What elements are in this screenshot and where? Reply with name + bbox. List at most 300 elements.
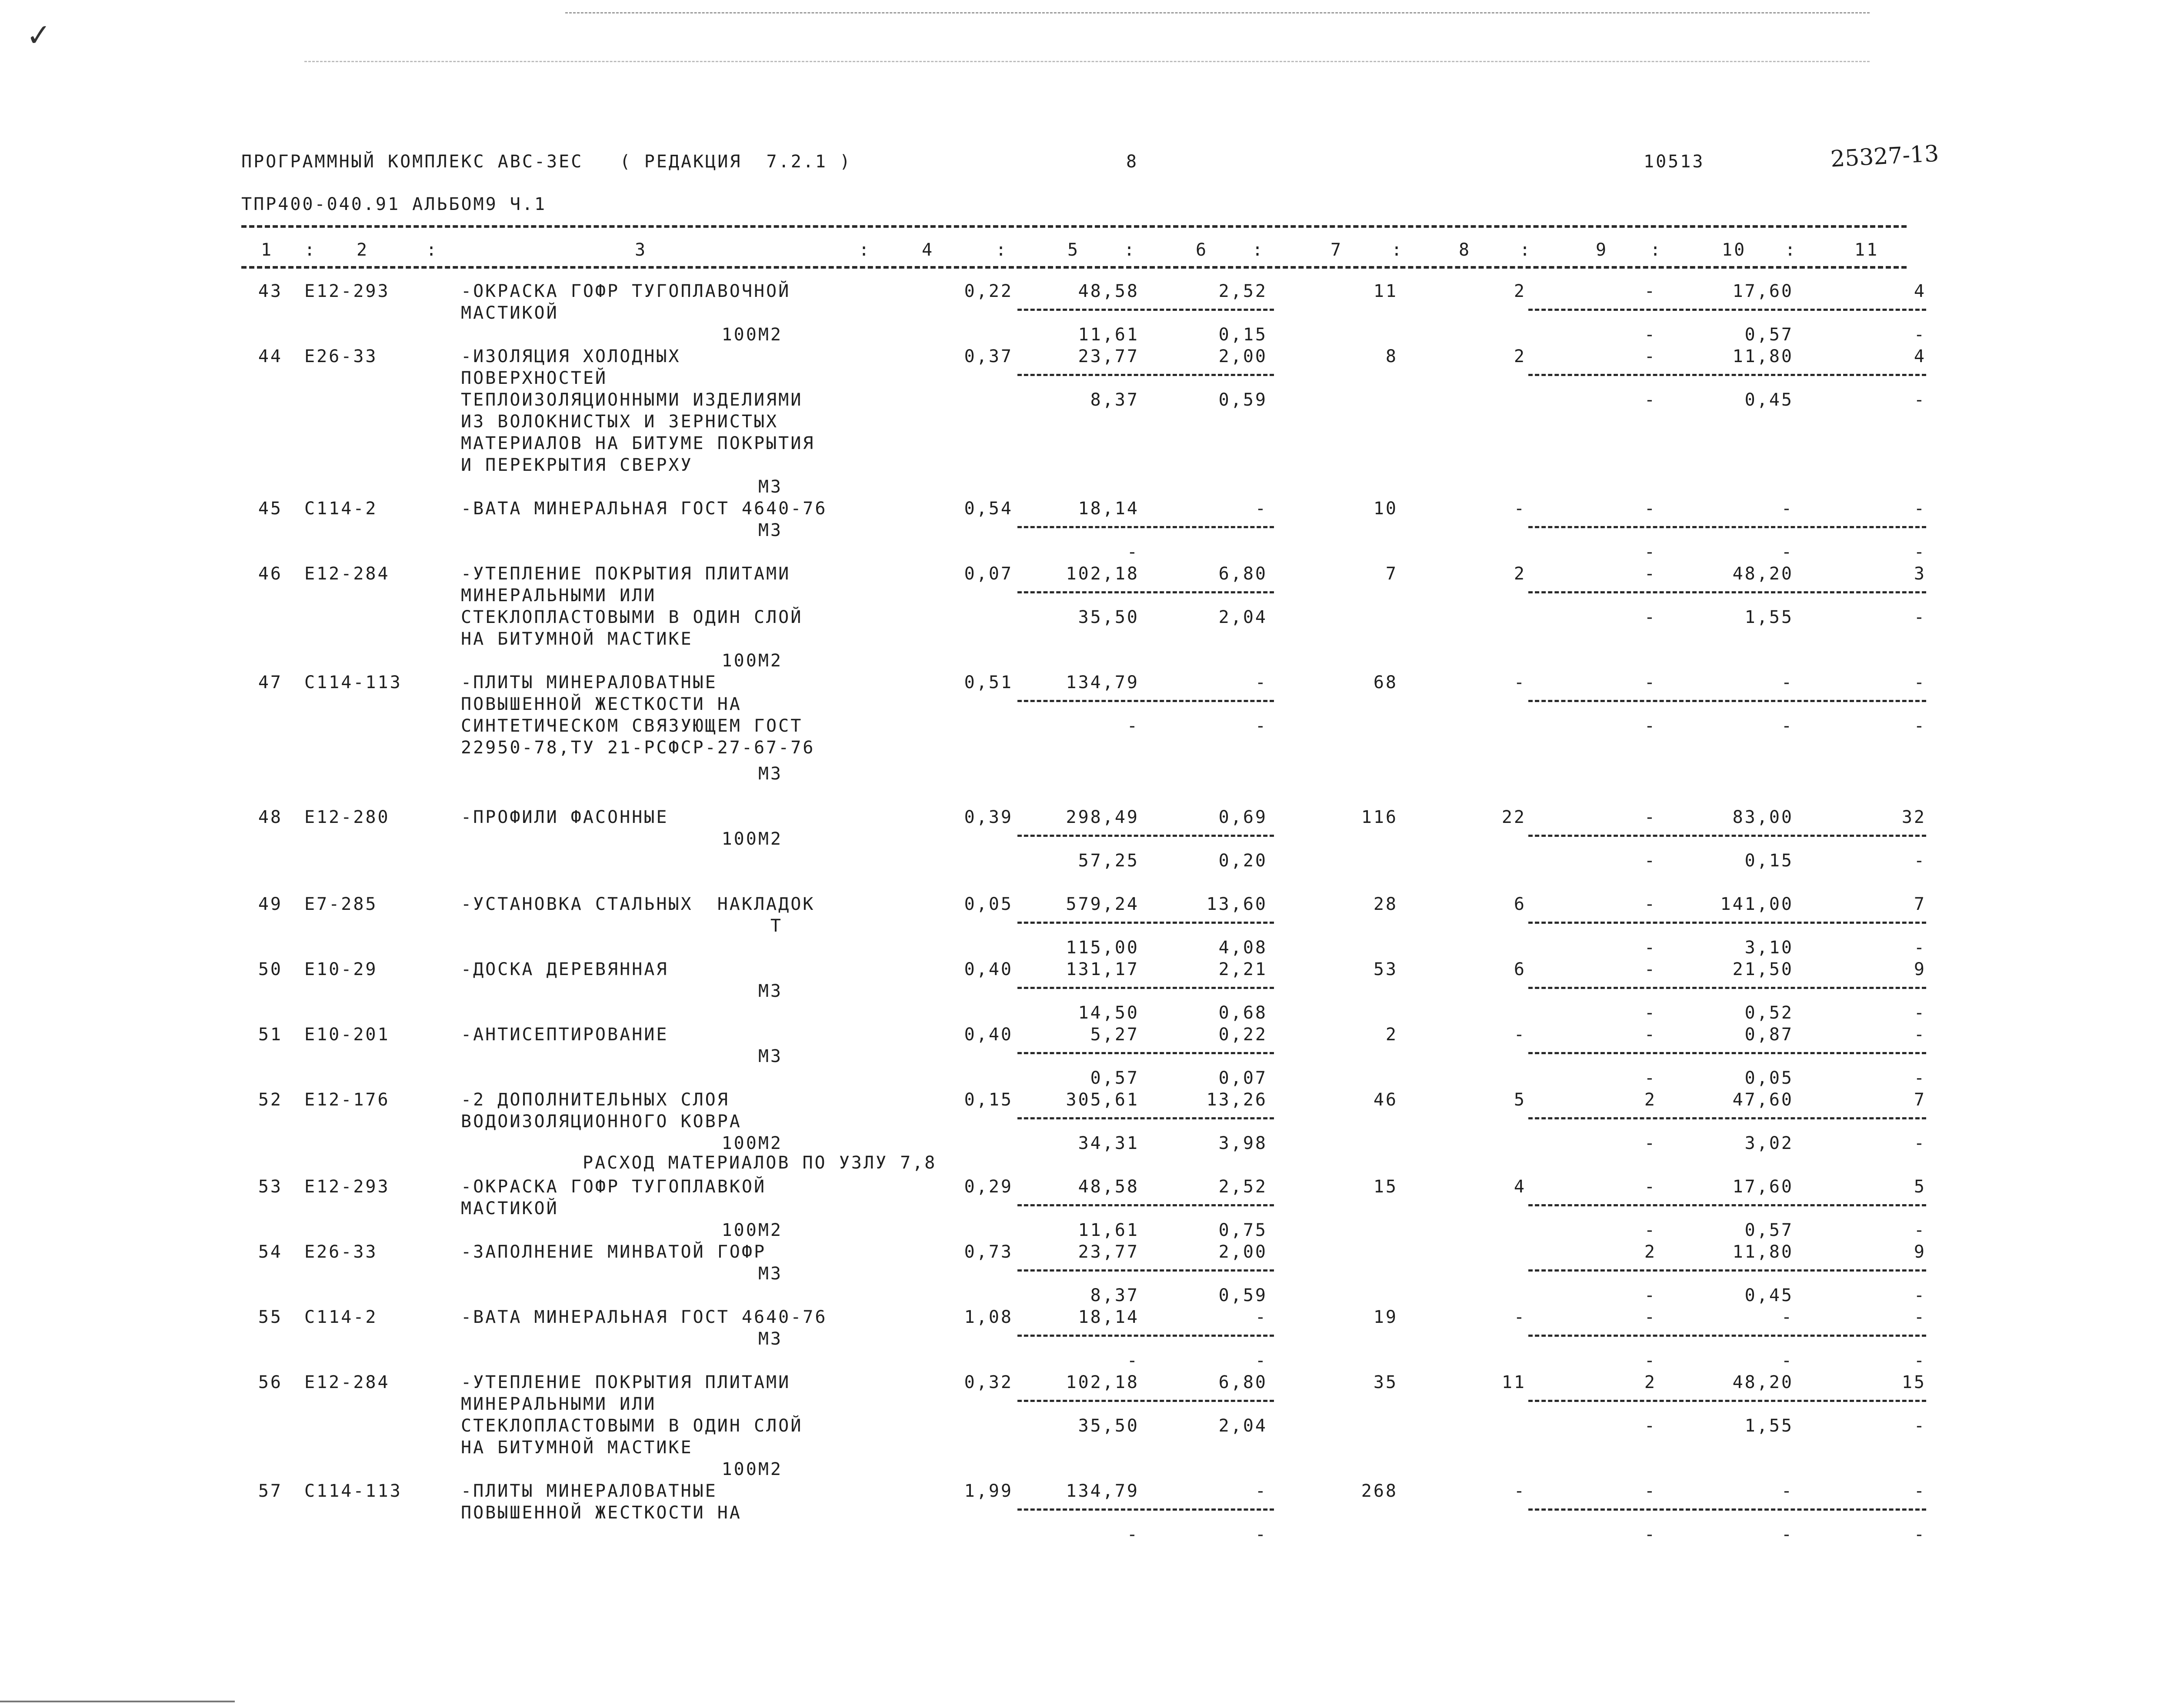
row-description-line: СТЕКЛОПЛАСТОВЫМИ В ОДИН СЛОЙ	[461, 1416, 803, 1436]
row-col4: 0,22	[964, 281, 1013, 301]
row-code: Е12-176	[304, 1090, 390, 1110]
row-col10-sub: 0,45	[1744, 390, 1794, 410]
subtotal-rule	[1017, 1117, 1274, 1119]
row-col10: 48,20	[1732, 564, 1794, 584]
row-col6-total: 6,80	[1218, 564, 1267, 584]
row-col10: 17,60	[1732, 1177, 1794, 1197]
row-col6-sub: 2,04	[1218, 1416, 1267, 1436]
row-col9: -	[1644, 346, 1657, 366]
row-col9-sub: -	[1644, 1351, 1657, 1371]
column-header: 11	[1854, 240, 1879, 260]
row-col9-sub: -	[1644, 542, 1657, 562]
row-col11-sub: -	[1914, 1003, 1926, 1023]
row-code: Е10-201	[304, 1025, 390, 1045]
row-col6-total: -	[1255, 499, 1267, 519]
row-unit: М3	[758, 1329, 783, 1349]
row-col9-sub: -	[1644, 607, 1657, 627]
row-col9: -	[1644, 1307, 1657, 1327]
row-col4: 0,54	[964, 499, 1013, 519]
subtotal-rule	[1528, 309, 1926, 311]
column-header: 6	[1196, 240, 1208, 260]
row-col6-sub: 4,08	[1218, 938, 1267, 958]
subtotal-rule	[1017, 591, 1274, 593]
row-col7: 268	[1361, 1481, 1398, 1501]
row-col5-total: 23,77	[1078, 346, 1139, 366]
row-col5-sub: -	[1127, 1525, 1139, 1545]
row-description-line: -УТЕПЛЕНИЕ ПОКРЫТИЯ ПЛИТАМИ	[461, 1372, 791, 1392]
subtotal-rule	[1017, 835, 1274, 837]
row-col5-total: 134,79	[1066, 673, 1139, 693]
row-col7: 2	[1385, 1025, 1398, 1045]
row-col11-sub: -	[1914, 1351, 1926, 1371]
row-col8: 4	[1514, 1177, 1526, 1197]
subtotal-rule	[1528, 526, 1926, 528]
row-col10-sub: -	[1781, 716, 1794, 736]
row-col9: -	[1644, 1481, 1657, 1501]
row-code: Е12-284	[304, 1372, 390, 1392]
row-number: 54	[258, 1242, 283, 1262]
row-col10: -	[1781, 1481, 1794, 1501]
row-col4: 0,05	[964, 894, 1013, 914]
row-col5-sub: 8,37	[1090, 1285, 1139, 1305]
row-col11-sub: -	[1914, 542, 1926, 562]
subtotal-rule	[1528, 922, 1926, 924]
row-col7: 46	[1373, 1090, 1398, 1110]
row-col4: 0,32	[964, 1372, 1013, 1392]
row-code: Е10-29	[304, 959, 378, 979]
row-col5-total: 23,77	[1078, 1242, 1139, 1262]
row-col7: 15	[1373, 1177, 1398, 1197]
row-description-line: -АНТИСЕПТИРОВАНИЕ	[461, 1025, 669, 1045]
row-description-line: -ДОСКА ДЕРЕВЯННАЯ	[461, 959, 669, 979]
row-col5-total: 102,18	[1066, 564, 1139, 584]
row-code: С114-2	[304, 499, 378, 519]
row-col6-total: 2,21	[1218, 959, 1267, 979]
row-col6-total: 2,52	[1218, 1177, 1267, 1197]
row-description-line: МАСТИКОЙ	[461, 1199, 559, 1219]
row-col9: -	[1644, 1025, 1657, 1045]
row-col11-sub: -	[1914, 390, 1926, 410]
row-col11: -	[1914, 1025, 1926, 1045]
row-col5-total: 102,18	[1066, 1372, 1139, 1392]
row-col4: 0,40	[964, 1025, 1013, 1045]
row-col5-sub: 0,57	[1090, 1068, 1139, 1088]
subtotal-rule	[1017, 700, 1274, 702]
subtotal-rule	[1017, 374, 1274, 376]
page-number: 8	[1126, 152, 1139, 172]
row-description-line: -ИЗОЛЯЦИЯ ХОЛОДНЫХ	[461, 346, 681, 366]
row-unit: 100М2	[721, 1459, 783, 1479]
row-col9-sub: -	[1644, 851, 1657, 871]
subtotal-rule	[1017, 1508, 1274, 1511]
row-col9: -	[1644, 807, 1657, 827]
row-col4: 0,07	[964, 564, 1013, 584]
row-col9: -	[1644, 959, 1657, 979]
subtotal-rule	[1017, 1400, 1274, 1402]
row-col11: -	[1914, 1307, 1926, 1327]
row-col11-sub: -	[1914, 716, 1926, 736]
row-col9: -	[1644, 499, 1657, 519]
row-col5-sub: -	[1127, 542, 1139, 562]
row-col11-sub: -	[1914, 1416, 1926, 1436]
row-code: Е12-293	[304, 281, 390, 301]
row-col8: 2	[1514, 564, 1526, 584]
row-col9-sub: -	[1644, 1068, 1657, 1088]
column-separator: :	[1252, 240, 1265, 260]
row-description-line: -ПРОФИЛИ ФАСОННЫЕ	[461, 807, 669, 827]
scan-artifact-line	[565, 12, 1870, 13]
row-number: 45	[258, 499, 283, 519]
column-separator: :	[1391, 240, 1404, 260]
row-col5-sub: 11,61	[1078, 1220, 1139, 1240]
row-col5-sub: 35,50	[1078, 1416, 1139, 1436]
row-col7: 11	[1373, 281, 1398, 301]
row-description-line: -ЗАПОЛНЕНИЕ МИНВАТОЙ ГОФР	[461, 1242, 767, 1262]
row-col5-sub: -	[1127, 1351, 1139, 1371]
subtotal-rule	[1017, 309, 1274, 311]
row-col10: 21,50	[1732, 959, 1794, 979]
row-number: 52	[258, 1090, 283, 1110]
row-col8: 6	[1514, 894, 1526, 914]
row-col4: 0,73	[964, 1242, 1013, 1262]
row-col9-sub: -	[1644, 1003, 1657, 1023]
column-header: 4	[922, 240, 934, 260]
subtotal-rule	[1528, 835, 1926, 837]
subtotal-rule	[1017, 1269, 1274, 1272]
row-description-line: -УТЕПЛЕНИЕ ПОКРЫТИЯ ПЛИТАМИ	[461, 564, 791, 584]
column-separator: :	[996, 240, 1008, 260]
row-col9: -	[1644, 673, 1657, 693]
row-col4: 1,08	[964, 1307, 1013, 1327]
row-col6-sub: 0,68	[1218, 1003, 1267, 1023]
row-col4: 0,40	[964, 959, 1013, 979]
row-number: 51	[258, 1025, 283, 1045]
row-col6-sub: 0,75	[1218, 1220, 1267, 1240]
column-header: 10	[1722, 240, 1747, 260]
row-col8: 5	[1514, 1090, 1526, 1110]
row-col5-sub: 34,31	[1078, 1133, 1139, 1153]
row-description-line: -ОКРАСКА ГОФР ТУГОПЛАВКОЙ	[461, 1177, 767, 1197]
row-code: Е12-284	[304, 564, 390, 584]
row-col6-total: 0,69	[1218, 807, 1267, 827]
row-col11-sub: -	[1914, 607, 1926, 627]
row-unit: М3	[758, 520, 783, 540]
row-col11-sub: -	[1914, 325, 1926, 345]
column-header: 5	[1067, 240, 1080, 260]
row-col7: 68	[1373, 673, 1398, 693]
row-col11-sub: -	[1914, 851, 1926, 871]
row-col7: 7	[1385, 564, 1398, 584]
row-col10: 0,87	[1744, 1025, 1794, 1045]
row-code: Е7-285	[304, 894, 378, 914]
column-header: 9	[1596, 240, 1608, 260]
row-description-line: МАТЕРИАЛОВ НА БИТУМЕ ПОКРЫТИЯ	[461, 433, 815, 453]
row-col10-sub: 0,05	[1744, 1068, 1794, 1088]
row-col4: 0,51	[964, 673, 1013, 693]
row-col9: -	[1644, 564, 1657, 584]
row-col6-total: 0,22	[1218, 1025, 1267, 1045]
row-col10-sub: 1,55	[1744, 1416, 1794, 1436]
column-header: 3	[635, 240, 647, 260]
row-col6-sub: 0,07	[1218, 1068, 1267, 1088]
row-col4: 0,37	[964, 346, 1013, 366]
row-col6-sub: 0,20	[1218, 851, 1267, 871]
row-code: Е12-280	[304, 807, 390, 827]
row-col6-sub: 0,15	[1218, 325, 1267, 345]
document-code: 10513	[1644, 152, 1705, 172]
row-unit: М3	[758, 477, 783, 497]
row-description-line: ИЗ ВОЛОКНИСТЫХ И ЗЕРНИСТЫХ	[461, 412, 779, 432]
row-col11-sub: -	[1914, 938, 1926, 958]
column-header: 8	[1459, 240, 1471, 260]
row-description-line: -УСТАНОВКА СТАЛЬНЫХ НАКЛАДОК	[461, 894, 815, 914]
subtotal-rule	[1528, 374, 1926, 376]
row-col9: 2	[1644, 1242, 1657, 1262]
row-number: 43	[258, 281, 283, 301]
row-col10: 11,80	[1732, 346, 1794, 366]
row-col5-total: 131,17	[1066, 959, 1139, 979]
row-unit: 100М2	[721, 829, 783, 849]
row-col10: 141,00	[1720, 894, 1794, 914]
row-col9-sub: -	[1644, 716, 1657, 736]
row-col11: -	[1914, 673, 1926, 693]
row-col9: -	[1644, 1177, 1657, 1197]
row-code: Е26-33	[304, 346, 378, 366]
row-unit: М3	[758, 981, 783, 1001]
row-col8: 6	[1514, 959, 1526, 979]
row-number: 56	[258, 1372, 283, 1392]
row-unit: Т	[770, 916, 783, 936]
row-col9-sub: -	[1644, 390, 1657, 410]
program-header: ПРОГРАММНЫЙ КОМПЛЕКС АВС-3ЕС ( РЕДАКЦИЯ 7.2.1 )	[241, 152, 852, 172]
row-description-line: -ПЛИТЫ МИНЕРАЛОВАТНЫЕ	[461, 673, 717, 693]
row-col7: 28	[1373, 894, 1398, 914]
handwritten-number: 25327-13	[1830, 140, 1940, 173]
row-description-line: МИНЕРАЛЬНЫМИ ИЛИ	[461, 1394, 657, 1414]
row-col8: 2	[1514, 281, 1526, 301]
row-col6-sub: -	[1255, 1525, 1267, 1545]
row-col8: -	[1514, 1025, 1526, 1045]
subtotal-rule	[1528, 1508, 1926, 1511]
row-unit: М3	[758, 1264, 783, 1284]
row-col5-total: 5,27	[1090, 1025, 1139, 1045]
row-number: 48	[258, 807, 283, 827]
row-col10: 11,80	[1732, 1242, 1794, 1262]
row-col10-sub: 0,57	[1744, 1220, 1794, 1240]
row-description-line: СТЕКЛОПЛАСТОВЫМИ В ОДИН СЛОЙ	[461, 607, 803, 627]
row-col11: 32	[1901, 807, 1926, 827]
row-col6-sub: 0,59	[1218, 1285, 1267, 1305]
column-separator: :	[1785, 240, 1797, 260]
row-col9-sub: -	[1644, 1416, 1657, 1436]
row-col5-sub: 14,50	[1078, 1003, 1139, 1023]
row-description-line: -ВАТА МИНЕРАЛЬНАЯ ГОСТ 4640-76	[461, 499, 827, 519]
row-col11: 7	[1914, 894, 1926, 914]
row-col8: 2	[1514, 346, 1526, 366]
row-description-line: ТЕПЛОИЗОЛЯЦИОННЫМИ ИЗДЕЛИЯМИ	[461, 390, 803, 410]
scan-artifact-line	[0, 1701, 235, 1702]
row-unit: М3	[758, 1046, 783, 1066]
row-col5-sub: 11,61	[1078, 325, 1139, 345]
row-col5-total: 298,49	[1066, 807, 1139, 827]
row-col10: 48,20	[1732, 1372, 1794, 1392]
row-code: С114-2	[304, 1307, 378, 1327]
subtotal-rule	[1528, 700, 1926, 702]
row-col7: 35	[1373, 1372, 1398, 1392]
subtotal-rule	[1017, 1204, 1274, 1206]
column-separator: :	[859, 240, 871, 260]
row-code: Е26-33	[304, 1242, 378, 1262]
row-col11: 4	[1914, 346, 1926, 366]
row-col11: -	[1914, 1481, 1926, 1501]
row-col6-sub: -	[1255, 716, 1267, 736]
row-description-line: ВОДОИЗОЛЯЦИОННОГО КОВРА	[461, 1112, 742, 1132]
row-number: 55	[258, 1307, 283, 1327]
row-col5-sub: -	[1127, 716, 1139, 736]
row-col10-sub: 0,57	[1744, 325, 1794, 345]
column-separator: :	[304, 240, 317, 260]
row-code: С114-113	[304, 673, 402, 693]
row-col6-total: 2,00	[1218, 346, 1267, 366]
row-col7: 53	[1373, 959, 1398, 979]
row-col8: 22	[1501, 807, 1526, 827]
row-col6-total: -	[1255, 1481, 1267, 1501]
row-col5-total: 18,14	[1078, 1307, 1139, 1327]
row-col10-sub: -	[1781, 542, 1794, 562]
row-col5-sub: 115,00	[1066, 938, 1139, 958]
column-separator: :	[1520, 240, 1532, 260]
subtotal-rule	[1528, 987, 1926, 989]
row-col5-total: 48,58	[1078, 1177, 1139, 1197]
row-col10: 17,60	[1732, 281, 1794, 301]
row-col8: 11	[1501, 1372, 1526, 1392]
row-col10-sub: 0,52	[1744, 1003, 1794, 1023]
row-col10-sub: 3,02	[1744, 1133, 1794, 1153]
row-description-line: -ПЛИТЫ МИНЕРАЛОВАТНЫЕ	[461, 1481, 717, 1501]
subtotal-rule	[1017, 1335, 1274, 1337]
row-description-line: ПОВЫШЕННОЙ ЖЕСТКОСТИ НА	[461, 1503, 742, 1523]
row-col8: -	[1514, 1481, 1526, 1501]
row-code: Е12-293	[304, 1177, 390, 1197]
row-number: 49	[258, 894, 283, 914]
column-header: 2	[357, 240, 369, 260]
row-col6-total: 13,26	[1206, 1090, 1267, 1110]
row-col9-sub: -	[1644, 1525, 1657, 1545]
row-col6-total: 6,80	[1218, 1372, 1267, 1392]
row-col5-sub: 57,25	[1078, 851, 1139, 871]
row-col11-sub: -	[1914, 1068, 1926, 1088]
subtotal-rule	[1017, 922, 1274, 924]
subtotal-rule	[1528, 1269, 1926, 1272]
row-unit: 100М2	[721, 651, 783, 671]
row-col11-sub: -	[1914, 1220, 1926, 1240]
row-col5-total: 134,79	[1066, 1481, 1139, 1501]
column-separator: :	[426, 240, 439, 260]
row-col9: -	[1644, 281, 1657, 301]
row-col11: -	[1914, 499, 1926, 519]
row-description-line: И ПЕРЕКРЫТИЯ СВЕРХУ	[461, 455, 693, 475]
row-col8: -	[1514, 1307, 1526, 1327]
subtotal-rule	[1528, 591, 1926, 593]
row-description-line: МИНЕРАЛЬНЫМИ ИЛИ	[461, 586, 657, 606]
row-col11: 9	[1914, 959, 1926, 979]
row-col5-sub: 35,50	[1078, 607, 1139, 627]
row-col11-sub: -	[1914, 1525, 1926, 1545]
row-description-line: НА БИТУМНОЙ МАСТИКЕ	[461, 1438, 693, 1458]
row-col4: 0,29	[964, 1177, 1013, 1197]
row-description-line: НА БИТУМНОЙ МАСТИКЕ	[461, 629, 693, 649]
row-col6-total: -	[1255, 673, 1267, 693]
row-number: 44	[258, 346, 283, 366]
row-col8: -	[1514, 673, 1526, 693]
row-description-line: ПОВЕРХНОСТЕЙ	[461, 368, 607, 388]
row-col10-sub: -	[1781, 1525, 1794, 1545]
row-col10-sub: 1,55	[1744, 607, 1794, 627]
row-col4: 0,15	[964, 1090, 1013, 1110]
subtotal-rule	[1017, 1052, 1274, 1054]
row-number: 47	[258, 673, 283, 693]
row-col11: 5	[1914, 1177, 1926, 1197]
check-mark-icon: ✓	[25, 17, 53, 54]
row-col5-sub: 8,37	[1090, 390, 1139, 410]
row-col9-sub: -	[1644, 325, 1657, 345]
row-col11-sub: -	[1914, 1285, 1926, 1305]
row-col10: 83,00	[1732, 807, 1794, 827]
column-separator: :	[1650, 240, 1663, 260]
row-col10-sub: -	[1781, 1351, 1794, 1371]
row-col10: -	[1781, 1307, 1794, 1327]
row-description-line: ПОВЫШЕННОЙ ЖЕСТКОСТИ НА	[461, 694, 742, 714]
row-unit: М3	[758, 764, 783, 784]
row-col5-total: 48,58	[1078, 281, 1139, 301]
row-description-line: 22950-78,ТУ 21-РСФСР-27-67-76	[461, 738, 815, 758]
row-col11: 7	[1914, 1090, 1926, 1110]
subtotal-rule	[1528, 1117, 1926, 1119]
row-number: 46	[258, 564, 283, 584]
row-col6-sub: 0,59	[1218, 390, 1267, 410]
row-col11: 15	[1901, 1372, 1926, 1392]
row-col10: -	[1781, 673, 1794, 693]
column-header-rule	[241, 266, 1907, 269]
subtotal-rule	[1017, 526, 1274, 528]
row-col11: 9	[1914, 1242, 1926, 1262]
row-col10: -	[1781, 499, 1794, 519]
row-number: 57	[258, 1481, 283, 1501]
row-unit: 100М2	[721, 1133, 783, 1153]
row-col9: 2	[1644, 1372, 1657, 1392]
subtotal-rule	[1528, 1204, 1926, 1206]
node-note: РАСХОД МАТЕРИАЛОВ ПО УЗЛУ 7,8	[583, 1153, 937, 1173]
row-description-line: -ОКРАСКА ГОФР ТУГОПЛАВОЧНОЙ	[461, 281, 791, 301]
row-number: 53	[258, 1177, 283, 1197]
row-col6-sub: 2,04	[1218, 607, 1267, 627]
row-col5-total: 18,14	[1078, 499, 1139, 519]
row-col7: 10	[1373, 499, 1398, 519]
row-description-line: -ВАТА МИНЕРАЛЬНАЯ ГОСТ 4640-76	[461, 1307, 827, 1327]
row-col6-sub: 3,98	[1218, 1133, 1267, 1153]
subtotal-rule	[1528, 1400, 1926, 1402]
row-number: 50	[258, 959, 283, 979]
row-col6-total: 2,52	[1218, 281, 1267, 301]
row-col6-total: 2,00	[1218, 1242, 1267, 1262]
subtotal-rule	[1528, 1335, 1926, 1337]
row-col9-sub: -	[1644, 938, 1657, 958]
row-col8: -	[1514, 499, 1526, 519]
row-col11: 3	[1914, 564, 1926, 584]
row-description-line: -2 ДОПОЛНИТЕЛЬНЫХ СЛОЯ	[461, 1090, 730, 1110]
row-col7: 19	[1373, 1307, 1398, 1327]
row-col10-sub: 0,15	[1744, 851, 1794, 871]
